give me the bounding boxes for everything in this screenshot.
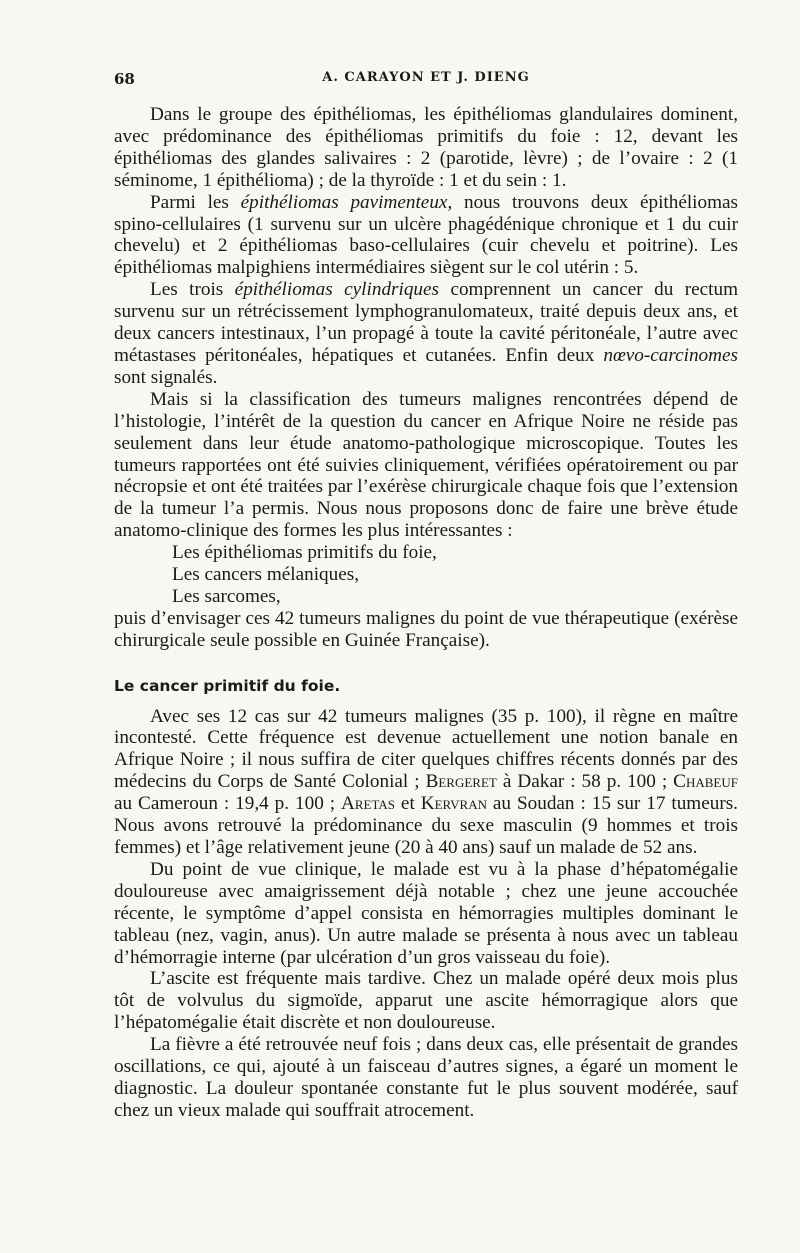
- page-body: [114, 104, 738, 1122]
- emphasis: nœvo-carcinomes: [603, 344, 738, 366]
- text-run: comprennent un cancer du rectum survenu sur un rétrécissement lymphogranulomateux, traité depuis deux ans, et deux cancers intestinaux, l’un propagé à toute la cavité péritonéale, l’autre avec métastases péritonéales, hépatiques et cutanées. Enfin deux: [114, 279, 739, 366]
- paragraph: Du point de vue clinique, le malade est vu à la phase d’hépatomégalie douloureuse avec amaigrissement déjà notable ; chez une jeune accouchée récente, le symptôme d’appel consista en hémorragies multiples dominant le tableau (nez, vagin, anus). Un autre malade se présenta à nous avec un tableau d’hémorragie interne (par ulcération d’un gros vaisseau du foie).: [114, 858, 738, 968]
- author-name: Kervran: [420, 793, 487, 815]
- page-number: 68: [114, 70, 135, 88]
- page-header: [114, 70, 738, 98]
- paragraph: [114, 279, 738, 389]
- emphasis: épithéliomas cylindriques: [234, 279, 440, 301]
- enumeration-list: [114, 542, 738, 608]
- emphasis: épithéliomas pavimenteux: [240, 191, 448, 213]
- paragraph: [114, 706, 738, 859]
- author-name: Chabeuf: [673, 771, 738, 793]
- running-head: A. CARAYON ET J. DIENG: [322, 70, 530, 85]
- paragraph: puis d’envisager ces 42 tumeurs malignes du point de vue thérapeutique (exérèse chirurgicale seule possible en Guinée Française).: [114, 607, 738, 651]
- section-title: Le cancer primitif du foie.: [114, 676, 341, 695]
- text-run: Parmi les: [150, 191, 241, 213]
- text-run: au Soudan : 15 sur 17 tumeurs. Nous avons retrouvé la prédominance du sexe masculin (9 hommes et trois femmes) et l’âge relativement jeune (20 à 40 ans) sauf un malade de 52 ans.: [114, 793, 738, 858]
- paragraph: Mais si la classification des tumeurs malignes rencontrées dépend de l’histologie, l’intérêt de la question du cancer en Afrique Noire ne réside pas seulement dans leur étude anatomo-pathologique microscopique. Toutes les tumeurs rapportées ont été suivies cliniquement, vérifiées opératoirement ou par nécropsie et ont été traitées par l’exérèse chirurgicale chaque fois que l’extension de la tumeur l’a permis. Nous nous proposons donc de faire une brève étude anatomo-clinique des formes les plus intéressantes :: [114, 388, 738, 542]
- author-name: Bergeret: [425, 771, 497, 793]
- list-item: Les cancers mélaniques,: [172, 564, 359, 586]
- text-run: Les trois: [150, 279, 235, 301]
- list-item: Les épithéliomas primitifs du foie,: [172, 542, 437, 564]
- text-run: à Dakar : 58 p. 100 ;: [496, 771, 674, 793]
- paragraph: La fièvre a été retrouvée neuf fois ; dans deux cas, elle présentait de grandes oscillations, ce qui, ajouté à un faisceau d’autres signes, a égaré un moment le diagnostic. La douleur spontanée constante fut le plus souvent modérée, sauf chez un vieux malade qui souffrait atrocement.: [114, 1034, 738, 1121]
- author-name: Aretas: [341, 793, 395, 815]
- list-item: Les sarcomes,: [172, 585, 281, 607]
- text-run: au Cameroun : 19,4 p. 100 ;: [114, 793, 341, 815]
- text-run: , nous trouvons deux épithéliomas spino-cellulaires (1 survenu sur un ulcère phagédénique chronique et 1 du cuir chevelu) et 2 épithéliomas baso-cellulaires (cuir chevelu et poitrine). Les épithéliomas malpighiens intermédiaires siègent sur le col utérin : 5.: [114, 191, 738, 279]
- text-run: sont signalés.: [114, 366, 218, 388]
- paragraph: [114, 192, 738, 280]
- paragraph: L’ascite est fréquente mais tardive. Chez un malade opéré deux mois plus tôt de volvulus du sigmoïde, apparut une ascite hémorragique alors que l’hépatomégalie était discrète et non douloureuse.: [114, 968, 738, 1034]
- text-run: et: [395, 793, 421, 815]
- text-run: Avec ses 12 cas sur 42 tumeurs malignes (35 p. 100), il règne en maître incontesté. Cette fréquence est devenue actuellement une notion banale en Afrique Noire ; il nous suffira de citer quelques chiffres récents donnés par des médecins du Corps de Santé Colonial ;: [114, 705, 738, 793]
- paragraph: Dans le groupe des épithéliomas, les épithéliomas glandulaires dominent, avec prédominance des épithéliomas primitifs du foie : 12, devant les épithéliomas des glandes salivaires : 2 (parotide, lèvre) ; de l’ovaire : 2 (1 séminome, 1 épithélioma) ; de la thyroïde : 1 et du sein : 1.: [114, 104, 738, 191]
